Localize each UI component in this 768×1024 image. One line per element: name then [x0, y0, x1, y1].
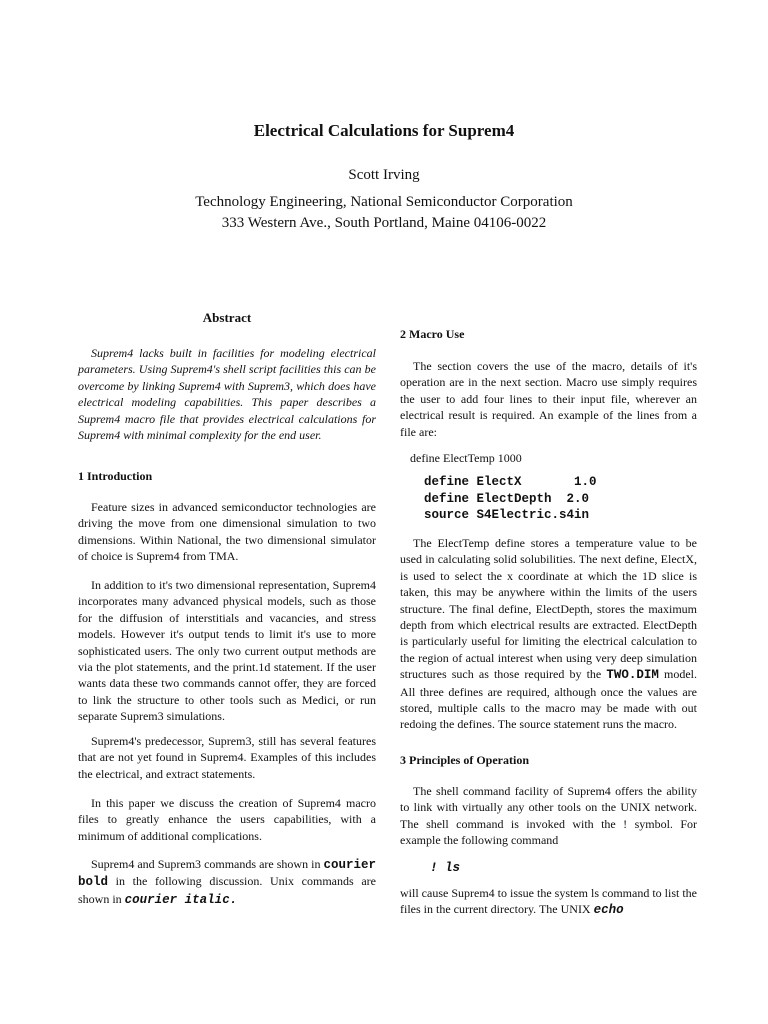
- intro-paragraph-5: [78, 856, 376, 908]
- intro-paragraph-1: Feature sizes in advanced semiconductor technologies are driving the move from one dimensional simulation to two dimensions. Within National, the two dimensional simulator of choice is Suprem4 from TMA.: [78, 500, 376, 564]
- affiliation-line-2: 333 Western Ave., South Portland, Maine 04106-0022: [221, 215, 547, 231]
- echo-command-code: echo: [593, 903, 624, 918]
- macro-p2-text-b: model. All three defines are required, although once the values are stored, multiple calls to the macro may be made with out redoing the defines. The source statement runs the macro.: [400, 667, 697, 732]
- intro-paragraph-2: In addition to it's two dimensional representation, Suprem4 incorporates many advanced physical models, such as those for the diffusion of interstitials and vacancies, and stress models. However it's output tends to limit it's use to more sophisticated users. The only two current output methods are via the plot statements, and the print.1d statement. If the user wants data these two commands cannot offer, they are forced to link the structure to other tools such as Medici, or run separate Suprem3 simulations.: [78, 578, 376, 724]
- macro-paragraph-1: The section covers the use of the macro, details of it's operation are in the next section. Macro use simply requires the user to add four lines to their input file, wherever an electrical result is required. An example of the lines from a file are:: [400, 359, 697, 439]
- intro-paragraph-3: Suprem4's predecessor, Suprem3, still has several features that are not yet found in Suprem4. Examples of this includes the electrical, and extract statements.: [78, 734, 376, 781]
- principles-paragraph-1: The shell command facility of Suprem4 offers the ability to link with virtually any other tools on the UNIX network. The shell command is invoked with the ! symbol. For example the following command: [400, 784, 697, 848]
- example-define-electtemp: define ElectTemp 1000: [410, 451, 522, 465]
- intro-paragraph-4: In this paper we discuss the creation of Suprem4 macro files to greatly enhance the users capabilities, with a minimum of additional complications.: [78, 796, 376, 843]
- intro-p5-text-b: in the following discussion. Unix commands are shown in: [78, 874, 376, 906]
- courier-bold-sample: courier bold: [78, 858, 376, 890]
- abstract-text: Suprem4 lacks built in facilities for modeling electrical parameters. Using Suprem4's shell script facilities this can be overcome by linking Suprem4 with Suprem3, which does have electrical modeling capabilities. This paper describes a Suprem4 macro file that provides electrical calculations for Suprem4 with minimal complexity for the end user.: [78, 346, 376, 443]
- macro-paragraph-2: [400, 535, 697, 733]
- macro-use-heading: 2 Macro Use: [400, 327, 465, 341]
- shell-command-example: ! ls: [430, 861, 461, 875]
- affiliation-line-1: Technology Engineering, National Semiconductor Corporation: [195, 194, 573, 210]
- intro-p5-text-a: Suprem4 and Suprem3 commands are shown in: [91, 857, 324, 871]
- two-dim-model-code: TWO.DIM: [606, 668, 659, 683]
- abstract-heading: Abstract: [202, 310, 252, 325]
- principles-p2-text: will cause Suprem4 to issue the system ls command to list the files in the current directory. The UNIX: [400, 886, 697, 917]
- paper-title: Electrical Calculations for Suprem4: [253, 121, 515, 140]
- courier-italic-sample: courier italic.: [124, 892, 238, 907]
- author-name: Scott Irving: [348, 167, 420, 183]
- principles-paragraph-2: [400, 885, 697, 919]
- example-code-block: define ElectX 1.0 define ElectDepth 2.0 source S4Electric.s4in: [424, 475, 597, 522]
- macro-p2-text-a: The ElectTemp define stores a temperature value to be used in calculating solid solubilities. The next define, ElectX, is used to select the x coordinate at which the 1D slice is taken, this may be anywhere within the limits of the users structure. The final define, ElectDepth, stores the maximum depth from which electrical results are extracted. ElectDepth is particularly useful for limiting the electrical calculation to the region of actual interest when using very deep simulation structures such as those required by the: [400, 536, 697, 682]
- intro-heading: 1 Introduction: [78, 469, 153, 483]
- principles-heading: 3 Principles of Operation: [400, 753, 529, 767]
